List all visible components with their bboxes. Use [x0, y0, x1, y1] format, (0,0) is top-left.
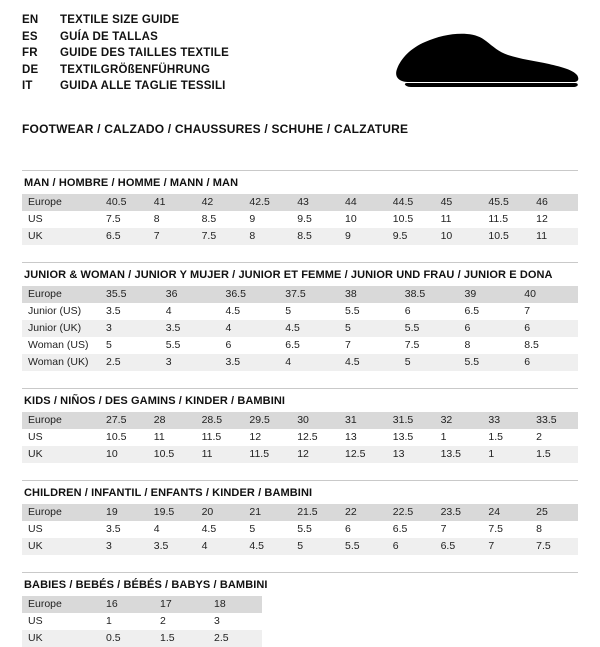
section-title: MAN / HOMBRE / HOMME / MANN / MAN [24, 177, 239, 189]
cell: 11.5 [243, 446, 291, 463]
row-label: Woman (UK) [22, 354, 100, 371]
cell: 33 [482, 412, 530, 429]
size-table-babies [22, 596, 262, 647]
section-man [22, 170, 578, 245]
table-row [22, 337, 578, 354]
cell: 5 [285, 305, 292, 317]
cell: 25 [530, 504, 578, 521]
cell: 1.5 [488, 431, 503, 443]
cell: 4.5 [201, 523, 217, 535]
row-label: US [28, 615, 43, 627]
cell: 40.5 [100, 194, 148, 211]
cell: 46 [530, 194, 578, 211]
cell: 45 [435, 194, 483, 211]
cell: 6 [459, 320, 519, 337]
cell: 3 [214, 615, 220, 627]
cell: 27.5 [100, 412, 148, 429]
cell: 4 [153, 523, 160, 535]
size-table-children [22, 504, 578, 555]
language-code: FR [22, 47, 38, 59]
cell: 42.5 [243, 194, 291, 211]
language-title: TEXTILE SIZE GUIDE [60, 14, 180, 26]
cell: 12 [536, 213, 548, 225]
cell: 6 [404, 305, 411, 317]
cell: 11.5 [488, 213, 509, 225]
cell: 5.5 [399, 320, 459, 337]
language-row [22, 47, 229, 64]
cell: 38 [339, 286, 399, 303]
cell: 12.5 [297, 431, 318, 443]
cell: 11 [530, 228, 578, 245]
cell: 3.5 [106, 523, 121, 535]
cell: 3.5 [160, 320, 220, 337]
size-table-junior-woman [22, 286, 578, 371]
cell: 9.5 [387, 228, 435, 245]
cell: 6.5 [464, 305, 480, 317]
cell: 8.5 [524, 339, 539, 351]
cell: 5 [399, 354, 459, 371]
row-label: US [28, 523, 43, 535]
language-title: GUIDA ALLE TAGLIE TESSILI [60, 80, 226, 92]
cell: 23.5 [435, 504, 483, 521]
language-title: GUÍA DE TALLAS [60, 30, 158, 43]
cell: 3 [160, 354, 220, 371]
cell: 29.5 [243, 412, 291, 429]
cell: 3.5 [148, 538, 196, 555]
cell: 10 [344, 213, 357, 225]
cell: 31.5 [387, 412, 435, 429]
section-divider [22, 480, 578, 481]
table-row [22, 228, 578, 245]
cell: 5.5 [165, 339, 181, 351]
row-label: UK [22, 228, 100, 245]
language-title: TEXTILGRÖßENFÜHRUNG [60, 63, 211, 76]
cell: 31 [339, 412, 387, 429]
language-row [22, 64, 229, 81]
cell: 8 [243, 228, 291, 245]
row-label: Europe [22, 194, 100, 211]
cell: 19.5 [148, 504, 196, 521]
cell: 9 [249, 213, 256, 225]
cell: 8.5 [201, 213, 217, 225]
section-junior-woman [22, 262, 578, 371]
row-label: Europe [22, 504, 100, 521]
cell: 7 [148, 228, 196, 245]
category-line: FOOTWEAR / CALZADO / CHAUSSURES / SCHUHE / CALZATURE [22, 122, 409, 136]
size-table-kids [22, 412, 578, 463]
cell: 28.5 [196, 412, 244, 429]
size-sections [0, 170, 600, 647]
cell: 4.5 [243, 538, 291, 555]
cell: 5.5 [297, 523, 312, 535]
cell: 1 [482, 446, 530, 463]
table-row [22, 354, 578, 371]
cell: 3.5 [106, 305, 121, 317]
language-code: DE [22, 63, 39, 76]
cell: 6 [225, 339, 232, 351]
cell: 8.5 [291, 228, 339, 245]
section-babies [22, 572, 578, 647]
cell: 7 [345, 339, 351, 351]
row-label: UK [22, 630, 100, 647]
cell: 5 [249, 523, 256, 535]
cell: 30 [291, 412, 339, 429]
row-label: Europe [22, 596, 100, 613]
cell: 20 [196, 504, 244, 521]
cell: 24 [482, 504, 530, 521]
table-row [22, 303, 578, 320]
dress-shoe-icon [387, 22, 582, 94]
language-code: IT [22, 80, 33, 92]
cell: 6 [518, 320, 578, 337]
cell: 7 [440, 523, 447, 535]
cell: 7.5 [530, 538, 578, 555]
table-row [22, 194, 578, 211]
cell: 35.5 [100, 286, 160, 303]
row-label: UK [22, 538, 100, 555]
cell: 7 [482, 538, 530, 555]
cell: 7.5 [106, 213, 121, 225]
cell: 6.5 [435, 538, 483, 555]
cell: 43 [291, 194, 339, 211]
cell: 6 [518, 354, 578, 371]
cell: 9.5 [297, 213, 312, 225]
cell: 9 [339, 228, 387, 245]
cell: 11.5 [201, 431, 222, 443]
cell: 10.5 [482, 228, 530, 245]
cell: 44 [339, 194, 387, 211]
cell: 17 [154, 596, 208, 613]
cell: 13 [387, 446, 435, 463]
section-title: BABIES / BEBÉS / BÉBÉS / BABYS / BAMBINI [24, 579, 268, 591]
row-label: UK [22, 446, 100, 463]
cell: 4 [165, 305, 172, 317]
cell: 12 [249, 431, 262, 443]
language-title: GUIDE DES TAILLES TEXTILE [60, 47, 229, 59]
row-label: Europe [22, 286, 100, 303]
cell: 33.5 [530, 412, 578, 429]
table-row [22, 320, 578, 337]
cell: 13 [344, 431, 357, 443]
cell: 11 [196, 446, 244, 463]
cell: 6.5 [100, 228, 148, 245]
cell: 45.5 [482, 194, 530, 211]
table-row [22, 286, 578, 303]
cell: 1.5 [154, 630, 208, 647]
cell: 2.5 [208, 630, 262, 647]
cell: 36 [160, 286, 220, 303]
cell: 11 [153, 431, 165, 443]
cell: 6 [387, 538, 435, 555]
cell: 5.5 [459, 354, 519, 371]
cell: 32 [435, 412, 483, 429]
table-row [22, 538, 578, 555]
language-code: ES [22, 30, 38, 43]
row-label: Junior (UK) [22, 320, 100, 337]
table-row [22, 446, 578, 463]
size-table-man [22, 194, 578, 245]
language-list-body [22, 14, 229, 97]
cell: 12 [291, 446, 339, 463]
language-list [22, 14, 229, 97]
table-row [22, 504, 578, 521]
section-title: CHILDREN / INFANTIL / ENFANTS / KINDER / BAMBINI [24, 487, 313, 499]
cell: 6.5 [285, 339, 300, 351]
section-title: JUNIOR & WOMAN / JUNIOR Y MUJER / JUNIOR ET FEMME / JUNIOR UND FRAU / JUNIOR E DONA [24, 269, 553, 281]
cell: 37.5 [279, 286, 339, 303]
cell: 4 [196, 538, 244, 555]
cell: 4.5 [339, 354, 399, 371]
cell: 4 [220, 320, 280, 337]
section-children [22, 480, 578, 555]
cell: 3 [100, 538, 148, 555]
cell: 7.5 [488, 523, 503, 535]
cell: 7.5 [196, 228, 244, 245]
cell: 12.5 [339, 446, 387, 463]
language-row [22, 31, 229, 48]
section-divider [22, 572, 578, 573]
table-row [22, 613, 262, 630]
cell: 42 [196, 194, 244, 211]
cell: 21.5 [291, 504, 339, 521]
cell: 5 [106, 339, 112, 351]
cell: 11 [440, 213, 452, 225]
language-row [22, 80, 229, 97]
cell: 44.5 [387, 194, 435, 211]
table-row [22, 211, 578, 228]
cell: 5.5 [345, 305, 360, 317]
cell: 8 [153, 213, 160, 225]
row-label: Junior (US) [28, 305, 82, 317]
row-label: US [28, 431, 43, 443]
cell: 5 [339, 320, 399, 337]
row-label: US [28, 213, 43, 225]
cell: 13.5 [435, 446, 483, 463]
cell: 7 [524, 305, 531, 317]
cell: 2 [536, 431, 543, 443]
cell: 13.5 [392, 431, 414, 443]
table-row [22, 521, 578, 538]
cell: 22 [339, 504, 387, 521]
cell: 36.5 [220, 286, 280, 303]
table-row [22, 412, 578, 429]
cell: 0.5 [100, 630, 154, 647]
row-label: Europe [22, 412, 100, 429]
cell: 4.5 [225, 305, 241, 317]
cell: 2 [160, 615, 166, 627]
cell: 3 [100, 320, 160, 337]
section-kids [22, 388, 578, 463]
table-row [22, 429, 578, 446]
cell: 2.5 [100, 354, 160, 371]
cell: 1 [440, 431, 447, 443]
section-divider [22, 388, 578, 389]
cell: 1.5 [530, 446, 578, 463]
cell: 4.5 [279, 320, 339, 337]
language-row [22, 14, 229, 31]
cell: 8 [536, 523, 543, 535]
cell: 10.5 [148, 446, 196, 463]
cell: 10 [100, 446, 148, 463]
cell: 6.5 [392, 523, 408, 535]
section-title: KIDS / NIÑOS / DES GAMINS / KINDER / BAMBINI [24, 395, 286, 407]
language-code: EN [22, 14, 39, 26]
cell: 7.5 [404, 339, 420, 351]
cell: 28 [148, 412, 196, 429]
row-label: Woman (US) [28, 339, 89, 351]
cell: 16 [100, 596, 154, 613]
cell: 5.5 [339, 538, 387, 555]
page-header [0, 0, 600, 112]
cell: 1 [106, 615, 112, 627]
cell: 3.5 [220, 354, 280, 371]
cell: 38.5 [399, 286, 459, 303]
cell: 10 [435, 228, 483, 245]
section-divider [22, 262, 578, 263]
cell: 18 [208, 596, 262, 613]
cell: 4 [279, 354, 339, 371]
cell: 39 [459, 286, 519, 303]
cell: 8 [464, 339, 471, 351]
cell: 5 [291, 538, 339, 555]
cell: 40 [518, 286, 578, 303]
table-row [22, 630, 262, 647]
table-row [22, 596, 262, 613]
cell: 10.5 [106, 431, 127, 443]
cell: 22.5 [387, 504, 435, 521]
section-divider [22, 170, 578, 171]
cell: 10.5 [392, 213, 414, 225]
cell: 41 [148, 194, 196, 211]
cell: 19 [100, 504, 148, 521]
cell: 21 [243, 504, 291, 521]
cell: 6 [344, 523, 351, 535]
